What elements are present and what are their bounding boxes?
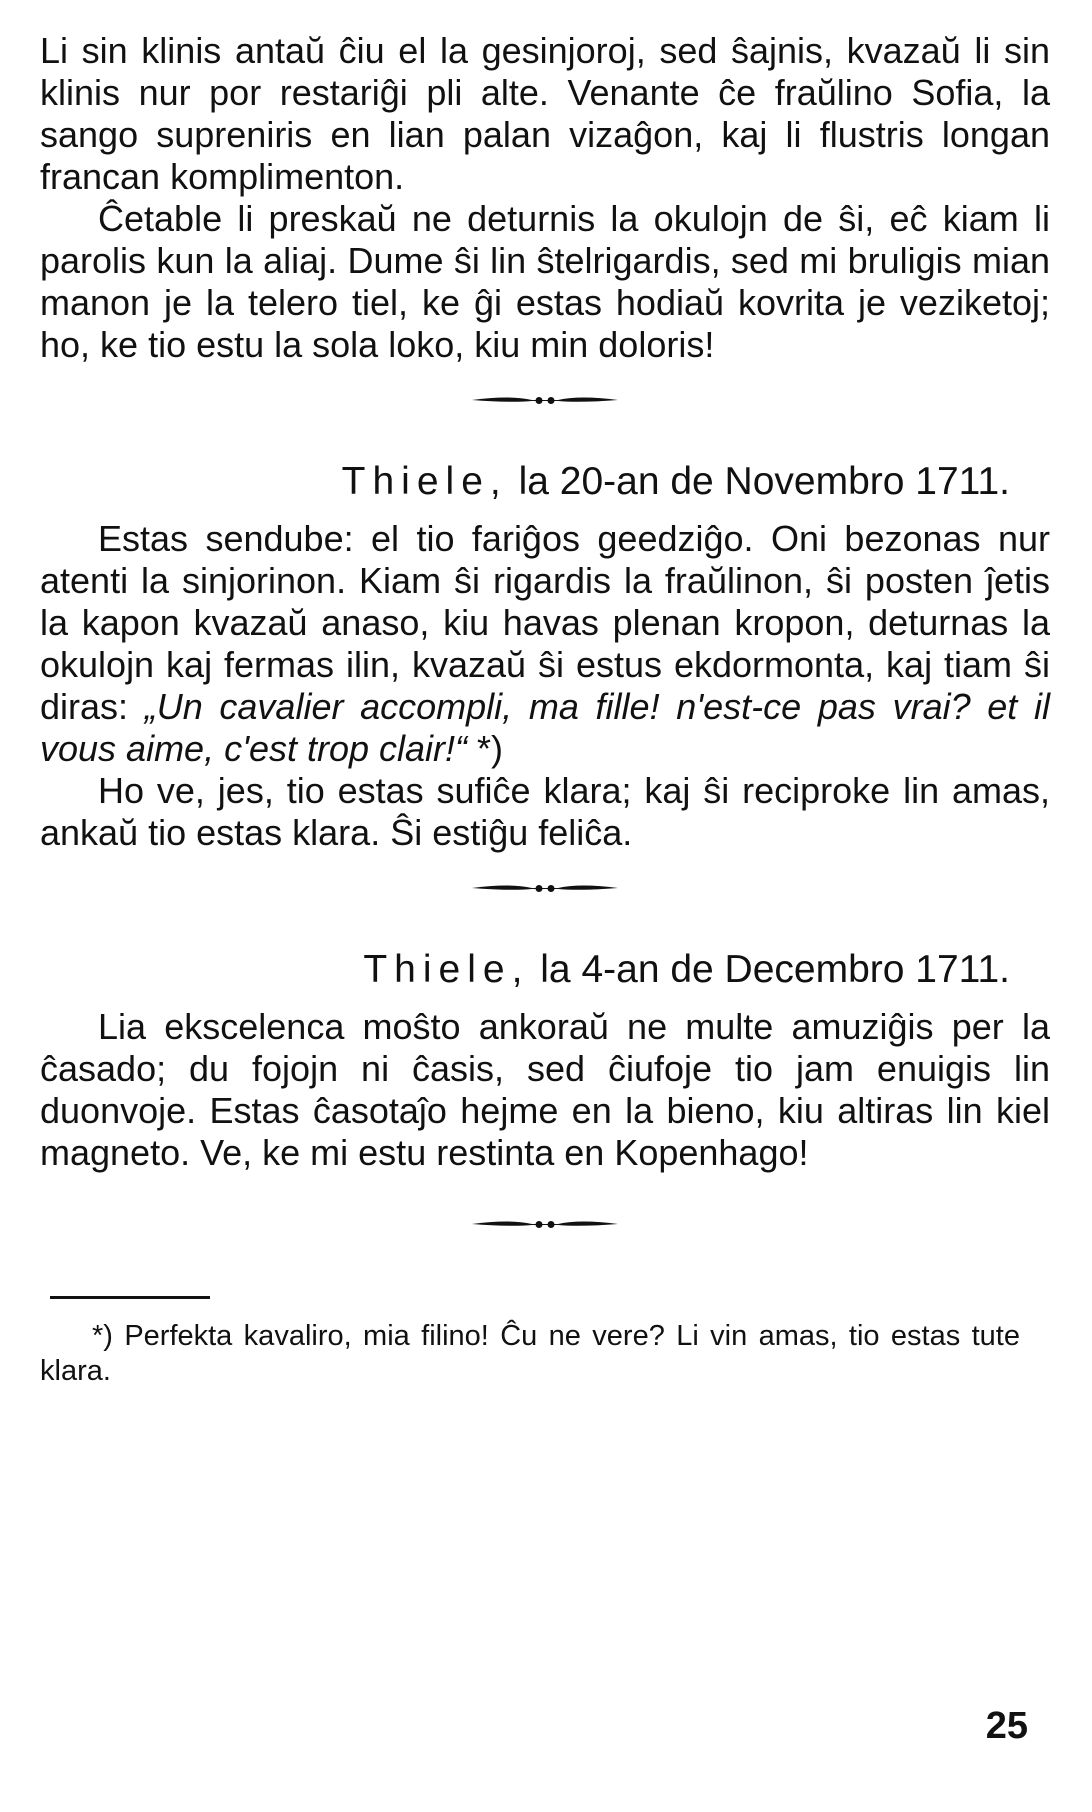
dateline-1: [40, 460, 1050, 504]
dateline-date: la 20-an de Novembro 1711.: [507, 460, 1010, 503]
paragraph-4: Ho ve, jes, tio estas sufiĉe klara; kaj ŝi reciproke lin amas, ankaŭ tio estas klara. Ŝi estiĝu feliĉa.: [40, 770, 1050, 853]
page-number: 25: [985, 1705, 1028, 1747]
section-ornament: [40, 868, 1050, 908]
dateline-place: Thiele,: [363, 948, 530, 991]
section-ornament: [40, 380, 1050, 420]
paragraph-1: Li sin klinis antaŭ ĉiu el la gesinjoroj, sed ŝajnis, kvazaŭ li sin klinis nur por restariĝi pli alte. Venante ĉe fraŭlino Sofia, la sango supreniris en lian palan vizaĝon, kaj li flustris longan francan komplimenton.: [40, 30, 1050, 197]
paragraph-3-text: Estas sendube: el tio fariĝos geedziĝo. Oni bezonas nur atenti la sinjorinon. Kiam ŝi rigardis la fraŭlinon, ŝi posten ĵetis la kapon kvazaŭ anaso, kiu havas plenan kropon, deturnas la okulojn kaj fermas ilin, kvazaŭ ŝi estus ekdormonta, kaj tiam ŝi diras:: [40, 518, 1050, 727]
section-ornament: [40, 1204, 1050, 1244]
footnote-divider: [50, 1296, 210, 1299]
footnote-marker: *): [467, 728, 504, 769]
dateline-place: Thiele,: [341, 460, 508, 503]
dateline-2: [40, 948, 1050, 992]
dateline-date: la 4-an de Decembro 1711.: [529, 948, 1010, 991]
french-quote: „Un cavalier accompli, ma fille! n'est-ce pas vrai? et il vous aime, c'est trop clair!“: [40, 686, 1050, 769]
paragraph-5: Lia ekscelenca moŝto ankoraŭ ne multe amuziĝis per la ĉasado; du fojojn ni ĉasis, sed ĉiufoje tio jam enuigis lin duonvoje. Estas ĉasotaĵo hejme en la bieno, kiu altiras lin kiel magneto. Ve, ke mi estu restinta en Kopenhago!: [40, 1006, 1050, 1173]
paragraph-3: [40, 518, 1050, 770]
paragraph-2: Ĉetable li preskaŭ ne deturnis la okulojn de ŝi, eĉ kiam li parolis kun la aliaj. Dume ŝi lin ŝtelrigardis, sed mi bruligis mian manon je la telero tiel, ke ĝi estas hodiaŭ kovrita je veziketoj; ho, ke tio estu la sola loko, kiu min doloris!: [40, 198, 1050, 365]
footnote: *) Perfekta kavaliro, mia filino! Ĉu ne vere? Li vin amas, tio estas tute klara.: [40, 1320, 1020, 1387]
